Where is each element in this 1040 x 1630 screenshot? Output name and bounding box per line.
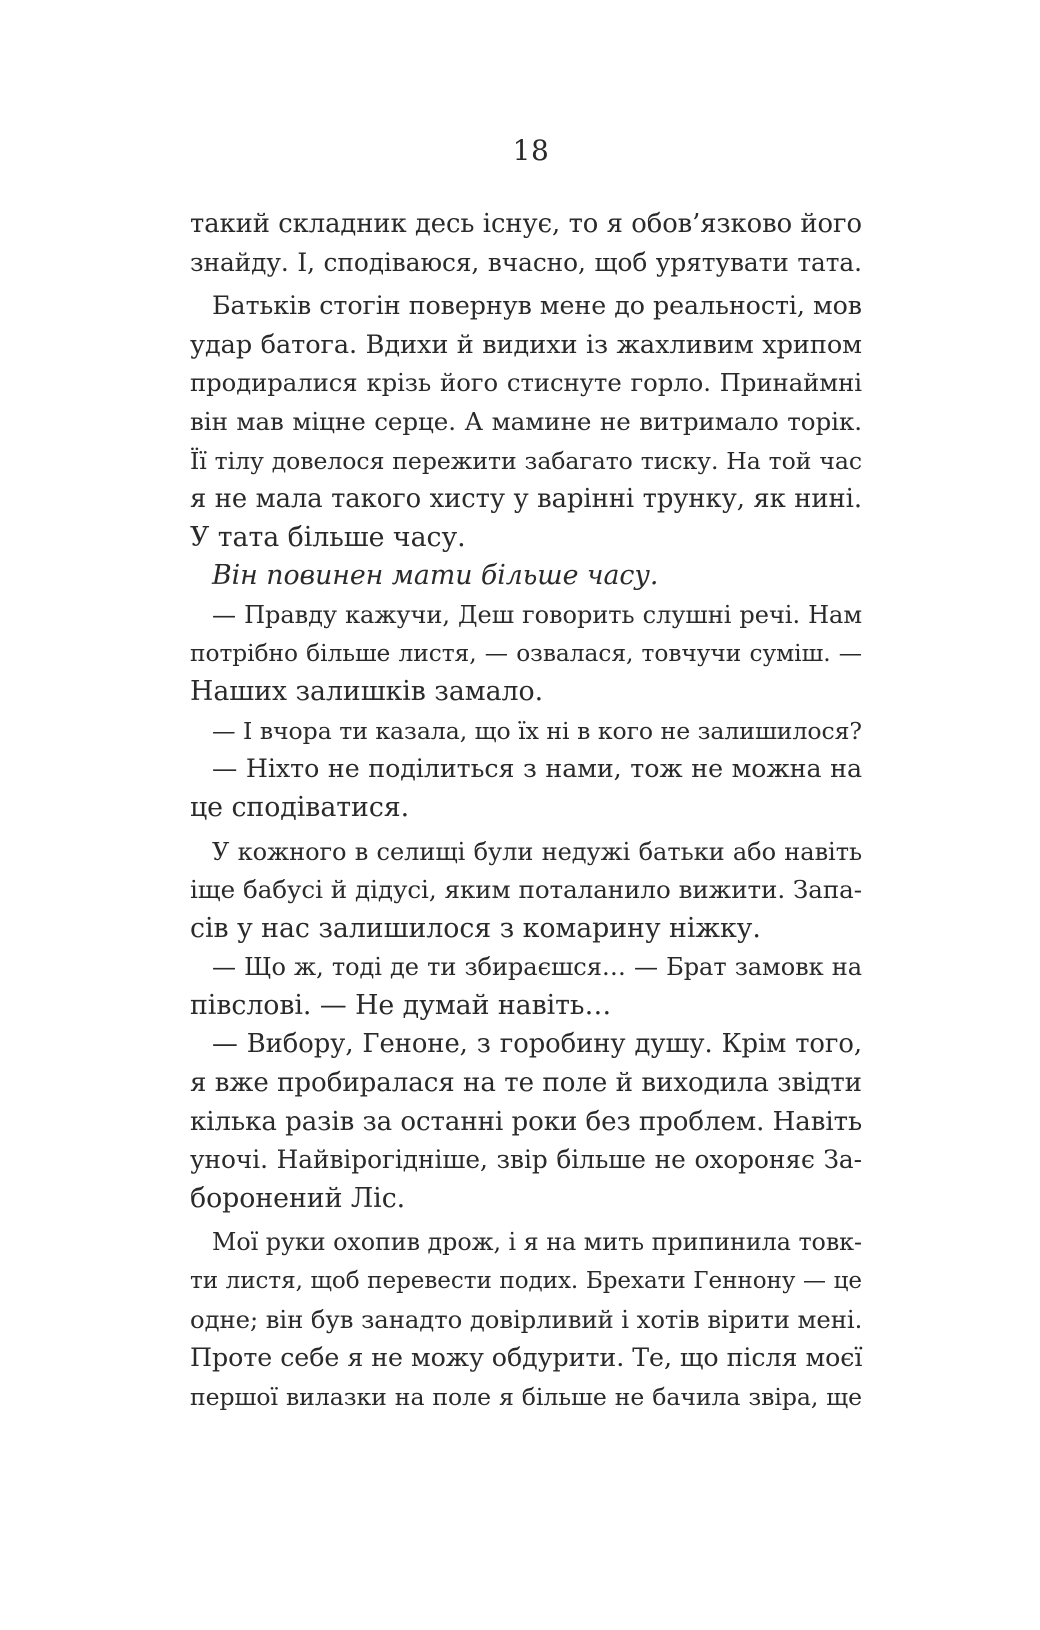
text-line: продиралися крізь його стиснуте горло. Принаймні bbox=[190, 368, 862, 398]
text-line: Проте себе я не можу обдурити. Те, що після моєї bbox=[190, 1343, 863, 1373]
text-line: Він повинен мати більше часу. bbox=[212, 560, 659, 592]
text-line: Мої руки охопив дрож, і я на мить припинила товк- bbox=[212, 1228, 862, 1257]
text-line: боронений Ліс. bbox=[190, 1182, 406, 1214]
text-line: я не мала такого хисту у варінні трунку, як нині. bbox=[190, 484, 862, 515]
text-line: це сподіватися. bbox=[190, 791, 410, 823]
text-line: — Вибору, Геноне, з горобину душу. Крім того, bbox=[212, 1029, 862, 1060]
text-line: я вже пробиралася на те поле й виходила звідти bbox=[190, 1068, 862, 1099]
text-line: Її тілу довелося пережити забагато тиску. На той час bbox=[190, 446, 862, 475]
text-line: іще бабусі й дідусі, яким поталанило вижити. Запа- bbox=[190, 875, 862, 905]
text-line: Наших залишків замало. bbox=[190, 676, 544, 708]
text-line: У тата більше часу. bbox=[190, 521, 466, 553]
text-line: одне; він був занадто довірливий і хотів вірити мені. bbox=[190, 1304, 863, 1334]
text-line: — Ніхто не поділиться з нами, тож не можна на bbox=[212, 754, 862, 784]
text-line: У кожного в селищі були недужі батьки або навіть bbox=[212, 837, 862, 866]
text-line: сів у нас залишилося з комарину ніжку. bbox=[190, 912, 761, 944]
text-line: удар батога. Вдихи й видихи із жахливим хрипом bbox=[190, 329, 862, 360]
text-line: півслові. — Не думай навіть… bbox=[190, 989, 612, 1021]
text-line: уночі. Найвірогідніше, звір більше не охороняє За- bbox=[190, 1145, 862, 1175]
text-line: такий складник десь існує, то я обов’язково його bbox=[190, 209, 862, 239]
text-line: — Що ж, тоді де ти збираєшся… — Брат замовк на bbox=[212, 953, 862, 982]
body-text bbox=[190, 205, 862, 1416]
text-line: першої вилазки на поле я більше не бачила звіра, ще bbox=[190, 1382, 862, 1411]
text-line: — І вчора ти казала, що їх ні в кого не залишилося? bbox=[212, 716, 862, 745]
page-number: 18 bbox=[512, 134, 550, 167]
text-line: Батьків стогін повернув мене до реальності, мов bbox=[212, 291, 862, 321]
text-line: потрібно більше листя, — озвалася, товчучи суміш. — bbox=[190, 639, 862, 667]
text-line: кілька разів за останні роки без проблем. Навіть bbox=[190, 1106, 863, 1137]
text-line: — Правду кажучи, Деш говорить слушні речі. Нам bbox=[212, 600, 862, 629]
text-line: ти листя, щоб перевести подих. Брехати Геннону — це bbox=[190, 1268, 862, 1295]
text-line: він мав міцне серце. А мамине не витримало торік. bbox=[190, 406, 862, 436]
text-line: знайду. І, сподіваюся, вчасно, щоб урятувати тата. bbox=[190, 247, 862, 277]
